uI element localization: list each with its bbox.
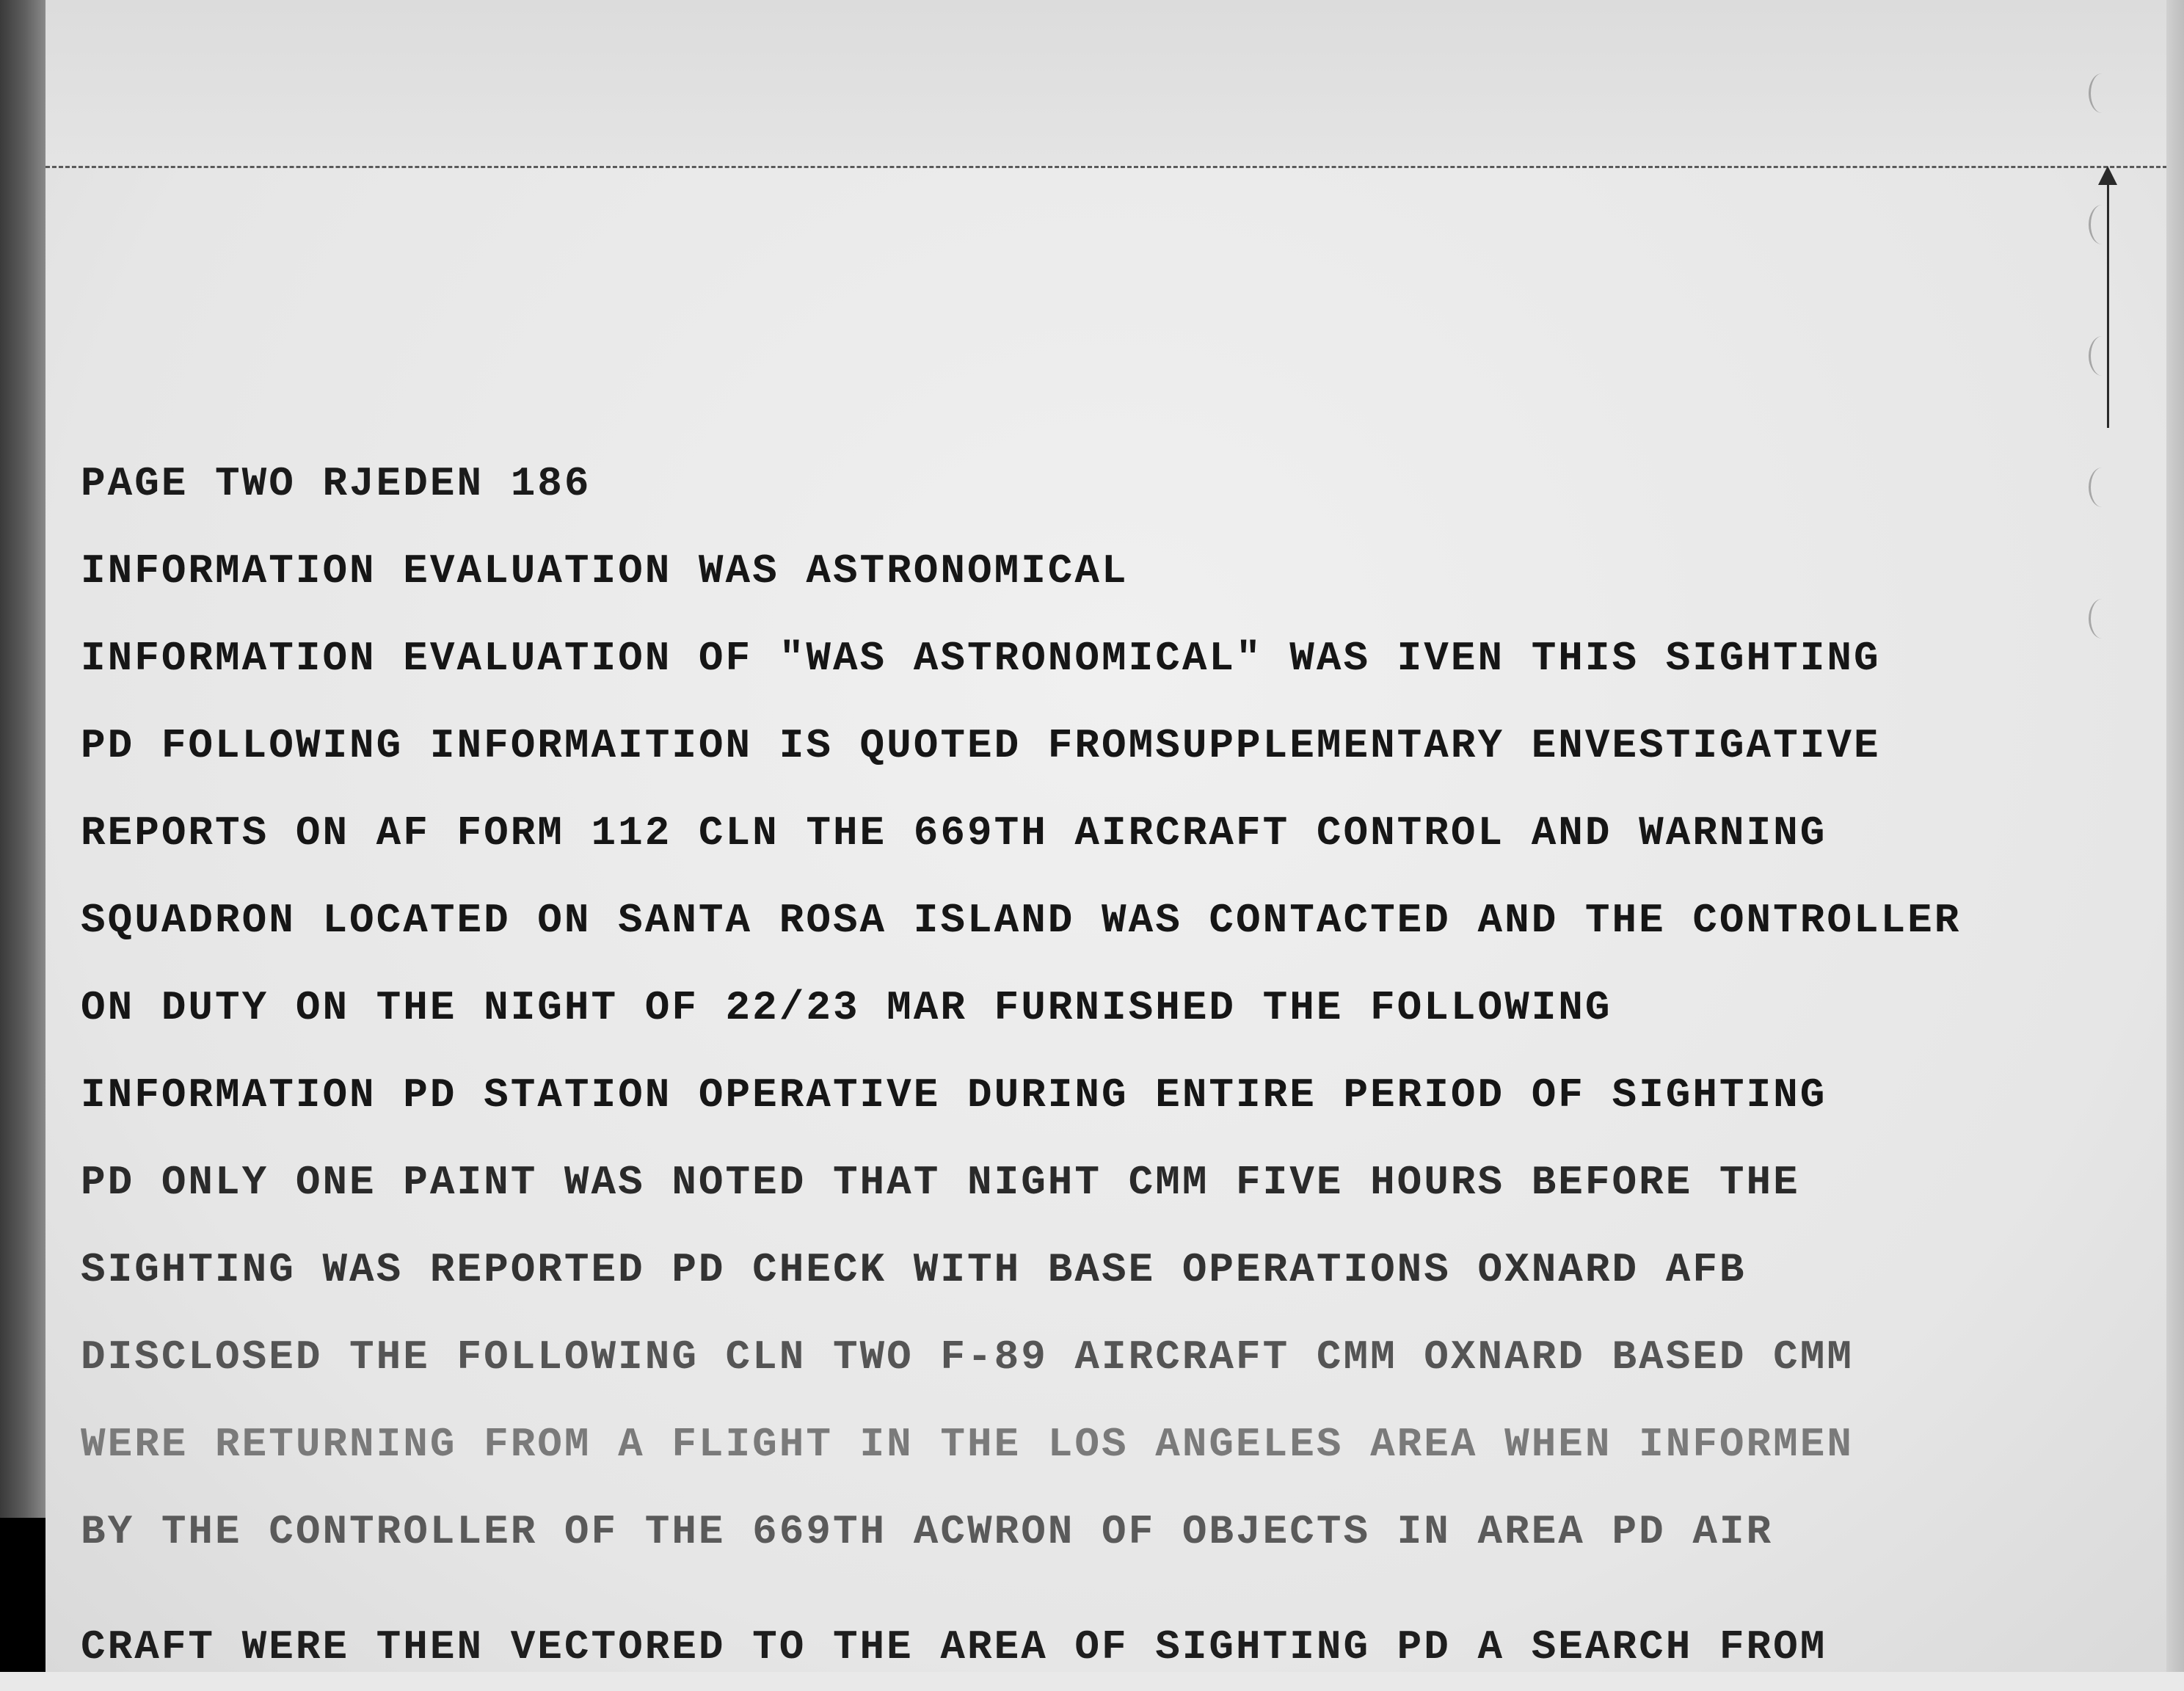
feed-hole <box>2089 336 2116 376</box>
text-line: PD ONLY ONE PAINT WAS NOTED THAT NIGHT CMM FIVE HOURS BEFORE THE <box>81 1159 1800 1206</box>
text-line: INFORMATION EVALUATION OF "WAS ASTRONOMICAL" WAS IVEN THIS SIGHTING <box>81 635 1881 682</box>
feed-hole <box>2089 468 2116 507</box>
cut-off-text: CRAFT WERE THEN VECTORED TO THE AREA OF SIGHTING PD A SEARCH FROM <box>81 1623 1827 1670</box>
feed-hole <box>2089 599 2116 639</box>
text-line: INFORMATION EVALUATION WAS ASTRONOMICAL <box>81 548 1129 594</box>
feed-hole <box>2089 73 2116 113</box>
text-line: WERE RETURNING FROM A FLIGHT IN THE LOS ANGELES AREA WHEN INFORMEN <box>81 1421 1854 1468</box>
feed-hole <box>2089 205 2116 244</box>
top-margin-strip <box>46 0 2184 165</box>
text-line: SIGHTING WAS REPORTED PD CHECK WITH BASE OPERATIONS OXNARD AFB <box>81 1246 1747 1293</box>
teletype-message-body <box>81 440 2062 1670</box>
text-line: REPORTS ON AF FORM 112 CLN THE 669TH AIRCRAFT CONTROL AND WARNING <box>81 810 1827 857</box>
perforation-line <box>46 166 2174 168</box>
text-line: INFORMATION PD STATION OPERATIVE DURING ENTIRE PERIOD OF SIGHTING <box>81 1072 1827 1119</box>
text-line: DISCLOSED THE FOLLOWING CLN TWO F-89 AIRCRAFT CMM OXNARD BASED CMM <box>81 1334 1854 1381</box>
film-dark-corner <box>0 1518 46 1672</box>
film-left-edge <box>0 0 46 1672</box>
film-right-edge <box>2166 0 2184 1672</box>
text-line: PD FOLLOWING INFORMAITION IS QUOTED FROMSUPPLEMENTARY ENVESTIGATIVE <box>81 722 1881 769</box>
text-line: ON DUTY ON THE NIGHT OF 22/23 MAR FURNISHED THE FOLLOWING <box>81 984 1612 1031</box>
margin-arrow-shaft <box>2107 175 2109 428</box>
message-header: PAGE TWO RJEDEN 186 <box>81 460 592 507</box>
text-line: BY THE CONTROLLER OF THE 669TH ACWRON OF OBJECTS IN AREA PD AIR <box>81 1508 1774 1555</box>
text-line: SQUADRON LOCATED ON SANTA ROSA ISLAND WAS CONTACTED AND THE CONTROLLER <box>81 897 1962 944</box>
cut-off-text-line <box>81 1576 2062 1670</box>
